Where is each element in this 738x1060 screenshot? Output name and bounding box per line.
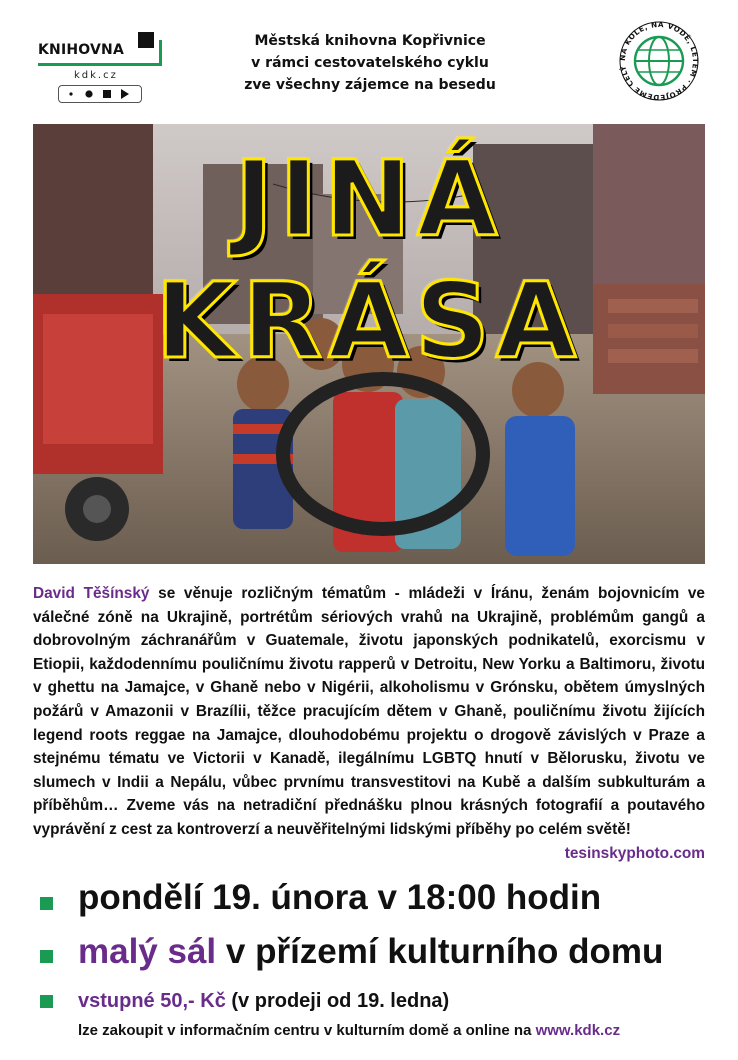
speaker-name: David Těšínský — [33, 585, 150, 602]
header-line-3: zve všechny zájemce na besedu — [244, 77, 496, 93]
ticket-url-link[interactable]: www.kdk.cz — [535, 1022, 621, 1039]
venue-rest: v přízemí kulturního domu — [216, 932, 664, 971]
badge-ring-text: NA KOLE, NA VODĚ, LETEM · PROJEDEME CELÝ — [618, 20, 700, 102]
price-accent: vstupné 50,- Kč — [78, 990, 226, 1012]
header-invitation — [220, 30, 520, 96]
event-price — [78, 990, 449, 1013]
website-link[interactable]: tesinskyphoto.com — [564, 844, 705, 862]
speaker-description — [33, 582, 705, 865]
header-line-2: v rámci cestovatelského cyklu — [251, 55, 489, 71]
library-logo — [38, 30, 166, 104]
logo-domain: kdk.cz — [74, 70, 118, 81]
logo-shapes-icon — [58, 85, 142, 103]
event-venue — [78, 932, 663, 972]
ticket-info — [78, 1022, 620, 1039]
ticket-text: lze zakoupit v informačním centru v kulturním domě a online na — [78, 1022, 536, 1039]
event-date: pondělí 19. února v 18:00 hodin — [78, 878, 602, 917]
hero-photo — [33, 124, 705, 564]
bullet-square-icon — [40, 950, 53, 963]
venue-accent: malý sál — [78, 932, 217, 971]
logo-wordmark: KNIHOVNA — [38, 42, 125, 58]
bullet-square-icon — [40, 995, 53, 1008]
price-rest: (v prodeji od 19. ledna) — [225, 990, 450, 1012]
description-text: se věnuje rozličným tématům - mládeži v Íránu, ženám bojovnicím ve válečné zóně na Ukrajině, portrétům sériových vrahů na Ukrajině, problémům gangů a dobrovolným záchranářům v Guatemale, životu japonských podnikatelů, exorcismu v Etiopii, každodennímu pouličnímu životu rapperů v Detroitu, New Yorku a Baltimoru, životu v ghettu na Jamajce, v Ghaně nebo v Nigérii, alkoholismu v Grónsku, obětem úmyslných požárů v Amazonii v Brazílii, těžce pracujícím dětem v Ghaně, pouličnímu životu žijících legend roots reggae na Jamajce, dlouhodobému projektu o drogově závislých v Praze a stejnému tématu ve Victorii v Kanadě, ilegálnímu LGBTQ hnutí v Bělorusku, životu ve slumech v Indii a Nepálu, vůbec prvnímu transvestitovi na Kubě a dalším subkulturám a příběhům… Zveme vás na netradiční přednášku plnou krásných fotografií a poutavého vyprávění z cest za kontroverzí a neuvěřitelnými lidskými příběhy po celém světě! — [33, 585, 705, 838]
header-line-1: Městská knihovna Kopřivnice — [254, 33, 486, 49]
logo-underline — [38, 63, 162, 66]
globe-badge-icon — [618, 20, 700, 102]
event-title: JINÁ KRÁSA — [155, 138, 583, 382]
logo-square-icon — [138, 32, 154, 48]
bullet-square-icon — [40, 897, 53, 910]
